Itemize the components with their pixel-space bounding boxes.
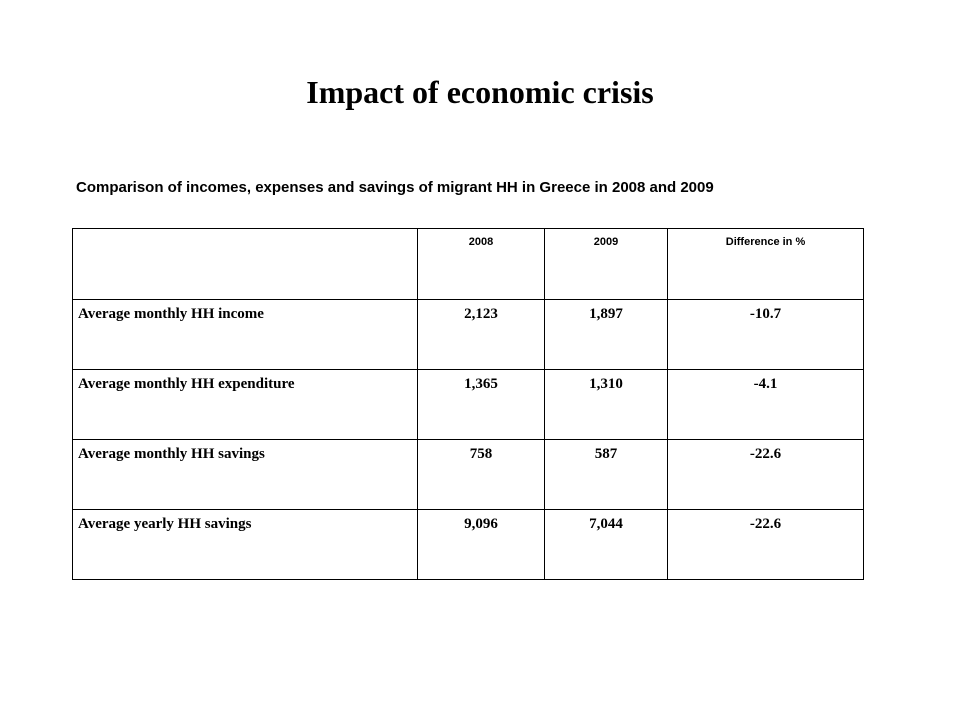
value-cell-2009 — [545, 300, 668, 370]
value-cell-difference — [668, 510, 864, 580]
value-cell-2009 — [545, 510, 668, 580]
table-row — [73, 510, 864, 580]
table-caption: Comparison of incomes, expenses and savings of migrant HH in Greece in 2008 and 2009 — [76, 179, 714, 196]
value-2008: 2,123 — [464, 306, 498, 322]
value-difference: -10.7 — [749, 306, 782, 322]
header-label-difference: Difference in % — [725, 236, 806, 248]
value-2009: 7,044 — [589, 516, 623, 532]
value-cell-2009 — [545, 440, 668, 510]
header-cell-difference — [668, 229, 864, 300]
value-difference: -22.6 — [749, 446, 782, 462]
header-cell-empty — [73, 229, 418, 300]
value-2009: 1,897 — [589, 306, 623, 322]
row-label: Average monthly HH savings — [78, 446, 265, 462]
value-2008: 9,096 — [464, 516, 498, 532]
table-row — [73, 300, 864, 370]
comparison-table — [72, 228, 864, 580]
header-cell-2009 — [545, 229, 668, 300]
value-difference: -4.1 — [753, 376, 778, 392]
header-label-2008: 2008 — [468, 236, 494, 248]
table-row — [73, 440, 864, 510]
table-row — [73, 370, 864, 440]
value-cell-difference — [668, 440, 864, 510]
value-difference: -22.6 — [749, 516, 782, 532]
row-label-cell — [73, 300, 418, 370]
value-cell-2008 — [418, 300, 545, 370]
row-label-cell — [73, 510, 418, 580]
value-cell-2008 — [418, 370, 545, 440]
header-label-2009: 2009 — [593, 236, 619, 248]
header-label — [73, 229, 417, 236]
value-cell-difference — [668, 370, 864, 440]
row-label-cell — [73, 440, 418, 510]
row-label: Average monthly HH income — [78, 306, 264, 322]
value-2008: 1,365 — [464, 376, 498, 392]
table-header-row — [73, 229, 864, 300]
value-2008: 758 — [469, 446, 493, 462]
row-label: Average monthly HH expenditure — [78, 376, 295, 392]
row-label: Average yearly HH savings — [78, 516, 252, 532]
row-label-cell — [73, 370, 418, 440]
value-cell-difference — [668, 300, 864, 370]
header-cell-2008 — [418, 229, 545, 300]
value-2009: 1,310 — [589, 376, 623, 392]
value-cell-2009 — [545, 370, 668, 440]
value-cell-2008 — [418, 440, 545, 510]
value-cell-2008 — [418, 510, 545, 580]
page-title: Impact of economic crisis — [306, 74, 654, 110]
value-2009: 587 — [594, 446, 618, 462]
